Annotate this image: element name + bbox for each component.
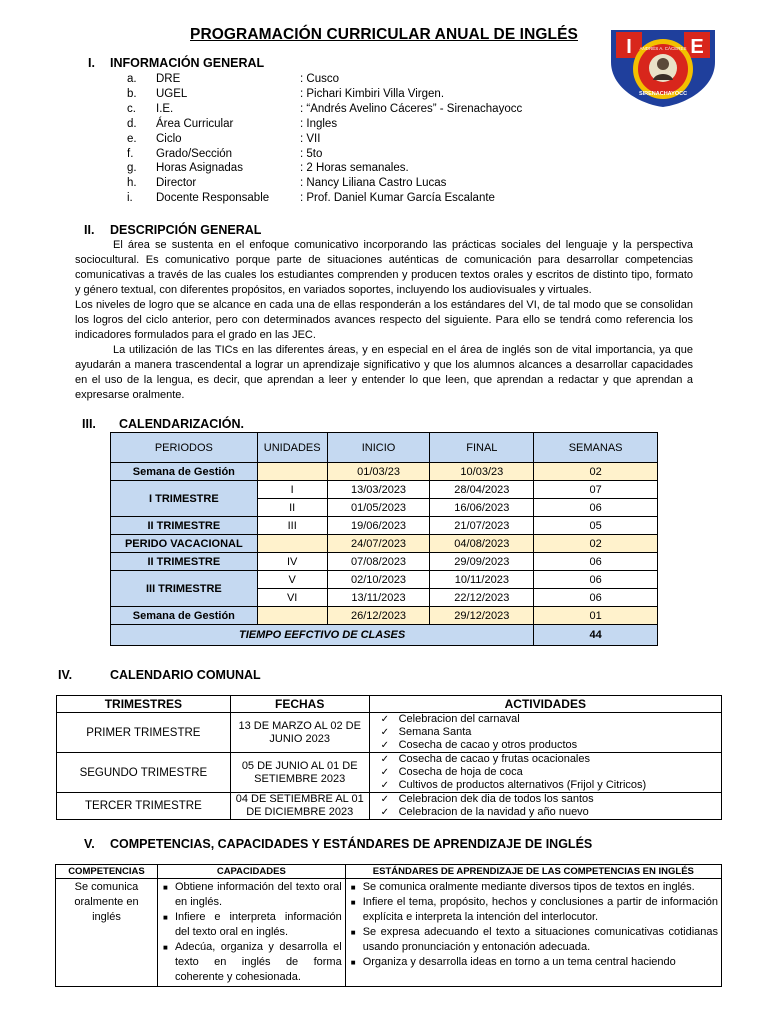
info-row xyxy=(0,72,768,87)
list-item: ✓ Cosecha de cacao y otros productos xyxy=(381,739,718,752)
periodo-cell: PERIDO VACACIONAL xyxy=(111,535,258,553)
logo-letter-i: I xyxy=(626,36,632,58)
list-item: ✓ Semana Santa xyxy=(381,726,718,739)
header-semanas: SEMANAS xyxy=(534,433,658,463)
semanas-cell: 07 xyxy=(534,481,658,499)
list-item: ■ Infiere el tema, propósito, hechos y conclusiones a partir de información explícita e interpreta la intención del interlocutor. xyxy=(349,895,718,925)
competencia-cell: Se comunica oralmente en inglés xyxy=(56,879,158,987)
actividades-cell xyxy=(369,753,721,793)
info-label: Director xyxy=(156,177,197,190)
section-5-number: V. xyxy=(84,837,95,851)
semanas-cell: 02 xyxy=(534,535,658,553)
semanas-cell: 01 xyxy=(534,607,658,625)
total-label: TIEMPO EEFCTIVO DE CLASES xyxy=(111,625,534,646)
info-row xyxy=(0,176,768,191)
info-row xyxy=(0,132,768,147)
list-item: ■ Organiza y desarrolla ideas en torno a un tema central haciendo xyxy=(349,955,718,970)
info-letter: f. xyxy=(127,147,134,160)
info-value: : 2 Horas semanales. xyxy=(300,162,409,175)
table-row xyxy=(111,517,658,535)
section-2-title: DESCRIPCIÓN GENERAL xyxy=(110,223,262,237)
inicio-cell: 02/10/2023 xyxy=(327,571,430,589)
info-value: : VII xyxy=(300,132,321,145)
inicio-cell: 07/08/2023 xyxy=(327,553,430,571)
info-label: UGEL xyxy=(156,87,188,100)
unidad-cell: V xyxy=(257,571,327,589)
list-item: ■ Infiere e interpreta información del texto oral en inglés. xyxy=(161,910,342,940)
periodo-cell: II TRIMESTRE xyxy=(111,517,258,535)
info-label: Ciclo xyxy=(156,132,182,145)
info-row xyxy=(0,147,768,162)
final-cell: 29/09/2023 xyxy=(430,553,534,571)
info-value: : “Andrés Avelino Cáceres” - Sirenachayocc xyxy=(300,102,523,115)
info-value: : Cusco xyxy=(300,73,339,85)
page-title: PROGRAMACIÓN CURRICULAR ANUAL DE INGLÉS xyxy=(190,26,578,43)
total-row xyxy=(111,625,658,646)
header-trimestres: TRIMESTRES xyxy=(57,696,231,713)
table-row xyxy=(56,879,722,987)
inicio-cell: 26/12/2023 xyxy=(327,607,430,625)
final-cell: 10/11/2023 xyxy=(430,571,534,589)
logo-letter-e: E xyxy=(690,36,704,58)
fecha-cell: 04 DE SETIEMBRE AL 01 DE DICIEMBRE 2023 xyxy=(230,793,369,820)
actividades-cell xyxy=(369,793,721,820)
list-item: ■ Obtiene información del texto oral en inglés. xyxy=(161,880,342,910)
inicio-cell: 13/11/2023 xyxy=(327,589,430,607)
community-header-row xyxy=(57,696,722,713)
semanas-cell: 06 xyxy=(534,553,658,571)
info-letter: e. xyxy=(127,132,137,145)
info-row xyxy=(0,87,768,102)
section-5-title: COMPETENCIAS, CAPACIDADES Y ESTÁNDARES DE APRENDIZAJE DE INGLÉS xyxy=(110,837,593,851)
table-row xyxy=(57,713,722,753)
header-inicio: INICIO xyxy=(327,433,430,463)
header-estandares: ESTÁNDARES DE APRENDIZAJE DE LAS COMPETENCIAS EN INGLÉS xyxy=(345,865,721,879)
info-row xyxy=(0,161,768,176)
unidad-cell: I xyxy=(257,481,327,499)
table-row xyxy=(111,571,658,589)
capacidades-cell xyxy=(157,879,345,987)
table-row xyxy=(111,481,658,499)
final-cell: 28/04/2023 xyxy=(430,481,534,499)
header-final: FINAL xyxy=(430,433,534,463)
info-letter: i. xyxy=(127,192,133,205)
trimestre-cell: PRIMER TRIMESTRE xyxy=(57,713,231,753)
info-letter: g. xyxy=(127,162,137,175)
semanas-cell: 06 xyxy=(534,499,658,517)
fecha-cell: 05 DE JUNIO AL 01 DE SETIEMBRE 2023 xyxy=(230,753,369,793)
final-cell: 16/06/2023 xyxy=(430,499,534,517)
header-periodos: PERIODOS xyxy=(111,433,258,463)
final-cell: 21/07/2023 xyxy=(430,517,534,535)
final-cell: 10/03/23 xyxy=(430,463,534,481)
list-item: ✓ Celebracion dek dia de todos los santos xyxy=(381,793,718,806)
unidad-cell: III xyxy=(257,517,327,535)
info-label: Docente Responsable xyxy=(156,192,270,205)
header-competencias: COMPETENCIAS xyxy=(56,865,158,879)
competencies-header-row xyxy=(56,865,722,879)
section-2-number: II. xyxy=(84,223,95,237)
info-letter: d. xyxy=(127,117,137,130)
table-row xyxy=(111,607,658,625)
estandares-cell xyxy=(345,879,721,987)
info-letter: h. xyxy=(127,177,137,190)
list-item: ✓ Celebracion de la navidad y año nuevo xyxy=(381,806,718,819)
unidad-cell: VI xyxy=(257,589,327,607)
list-item: ✓ Celebracion del carnaval xyxy=(381,713,718,726)
info-value: : Prof. Daniel Kumar García Escalante xyxy=(300,192,495,205)
periodo-cell: III TRIMESTRE xyxy=(111,571,258,607)
info-row xyxy=(0,102,768,117)
semanas-cell: 05 xyxy=(534,517,658,535)
table-row xyxy=(111,463,658,481)
calendar-header-row xyxy=(111,433,658,463)
table-row xyxy=(111,553,658,571)
inicio-cell: 01/05/2023 xyxy=(327,499,430,517)
section-3-number: III. xyxy=(82,417,96,431)
semanas-cell: 02 xyxy=(534,463,658,481)
logo-name-text: ANDRÉS A. CÁCERES xyxy=(639,46,687,51)
trimestre-cell: TERCER TRIMESTRE xyxy=(57,793,231,820)
description-paragraph-3: La utilización de las TICs en las diferentes áreas, y en especial en el área de inglés son de vital importancia, ya que ayudarán a manera trascendental a lograr un aprendizaje significativo y que los alumnos alcances a desarrollar capacidades en el uso de la lengua, es decir, que aprendan a leer y entender lo que leen, que aprendan a redactar y que aprendan a expresarse oralmente. xyxy=(75,344,693,401)
header-fechas: FECHAS xyxy=(230,696,369,713)
info-label: I.E. xyxy=(156,102,174,115)
semanas-cell: 06 xyxy=(534,589,658,607)
info-label: Área Curricular xyxy=(156,117,234,130)
calendar-table xyxy=(110,432,658,646)
inicio-cell: 01/03/23 xyxy=(327,463,430,481)
inicio-cell: 13/03/2023 xyxy=(327,481,430,499)
actividades-cell xyxy=(369,713,721,753)
unidad-cell: IV xyxy=(257,553,327,571)
table-row xyxy=(57,753,722,793)
description-paragraph-2: Los niveles de logro que se alcance en cada una de ellas responderán a los estándares del VI, de tal modo que se consolidan los logros del ciclo anterior, pero con determinados avances respecto del siguiente. Para ello se tendrá como referencia los indicadores formulados para el grado en las JEC. xyxy=(75,299,693,341)
final-cell: 04/08/2023 xyxy=(430,535,534,553)
total-value: 44 xyxy=(534,625,658,646)
community-calendar-table xyxy=(56,695,722,820)
periodo-cell: Semana de Gestión xyxy=(111,607,258,625)
competencies-table xyxy=(55,864,722,987)
list-item: ■ Adecúa, organiza y desarrolla el texto en inglés de forma coherente y cohesionada. xyxy=(161,940,342,985)
header-unidades: UNIDADES xyxy=(257,433,327,463)
info-value: : Ingles xyxy=(300,117,338,130)
section-1-title: INFORMACIÓN GENERAL xyxy=(110,56,265,70)
inicio-cell: 19/06/2023 xyxy=(327,517,430,535)
info-letter: c. xyxy=(127,102,136,115)
section-4-title: CALENDARIO COMUNAL xyxy=(110,668,261,682)
info-value: : Nancy Liliana Castro Lucas xyxy=(300,177,447,190)
info-label: DRE xyxy=(156,73,181,85)
periodo-cell: II TRIMESTRE xyxy=(111,553,258,571)
periodo-cell: Semana de Gestión xyxy=(111,463,258,481)
info-letter: b. xyxy=(127,87,137,100)
description-paragraph-1: El área se sustenta en el enfoque comunicativo incorporando las prácticas sociales del lenguaje y la perspectiva sociocultural. Es comunicativo porque parte de situaciones auténticas de comunicación para desarrollar competencias comunicativas a través de las cuales los estudiantes comprenden y producen textos orales y escritos de distinto tipo, formato y género textual, con diferentes propósitos, en variados soportes, incluyendo los audiovisuales y virtuales. xyxy=(75,239,693,296)
info-label: Grado/Sección xyxy=(156,147,233,160)
table-row xyxy=(57,793,722,820)
inicio-cell: 24/07/2023 xyxy=(327,535,430,553)
header-actividades: ACTIVIDADES xyxy=(369,696,721,713)
info-row xyxy=(0,117,768,132)
final-cell: 29/12/2023 xyxy=(430,607,534,625)
unidad-cell xyxy=(257,607,327,625)
info-row xyxy=(0,191,768,206)
info-letter: a. xyxy=(127,73,137,85)
general-description xyxy=(75,238,693,403)
list-item: ■ Se expresa adecuando el texto a situaciones comunicativas cotidianas usando pronunciación y entonación adecuada. xyxy=(349,925,718,955)
table-row xyxy=(111,535,658,553)
logo-bottom-text: SIRENACHAYOCC xyxy=(638,91,688,97)
periodo-cell: I TRIMESTRE xyxy=(111,481,258,517)
list-item: ■ Se comunica oralmente mediante diversos tipos de textos en inglés. xyxy=(349,880,718,895)
list-item: ✓ Cosecha de hoja de coca xyxy=(381,766,718,779)
list-item: ✓ Cultivos de productos alternativos (Frijol y Citricos) xyxy=(381,779,718,792)
section-4-number: IV. xyxy=(58,668,73,682)
unidad-cell xyxy=(257,463,327,481)
unidad-cell xyxy=(257,535,327,553)
trimestre-cell: SEGUNDO TRIMESTRE xyxy=(57,753,231,793)
fecha-cell: 13 DE MARZO AL 02 DE JUNIO 2023 xyxy=(230,713,369,753)
final-cell: 22/12/2023 xyxy=(430,589,534,607)
info-value: : Pichari Kimbiri Villa Virgen. xyxy=(300,87,445,100)
info-label: Horas Asignadas xyxy=(156,162,243,175)
section-3-title: CALENDARIZACIÓN. xyxy=(119,417,244,431)
header-capacidades: CAPACIDADES xyxy=(157,865,345,879)
info-value: : 5to xyxy=(300,147,323,160)
unidad-cell: II xyxy=(257,499,327,517)
section-1-number: I. xyxy=(88,56,95,70)
list-item: ✓ Cosecha de cacao y frutas ocacionales xyxy=(381,753,718,766)
semanas-cell: 06 xyxy=(534,571,658,589)
